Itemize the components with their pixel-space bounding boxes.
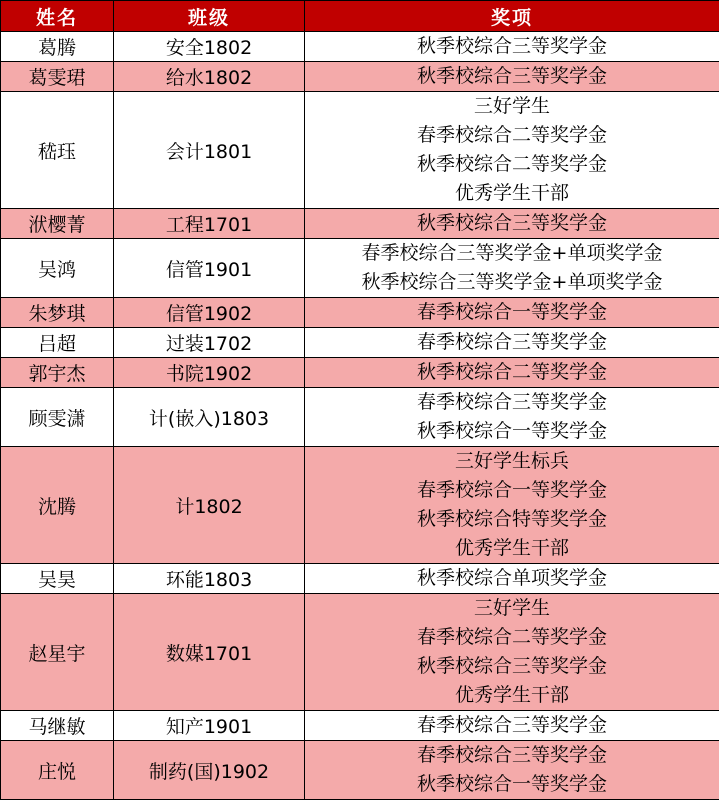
table-row [1, 564, 719, 594]
award-line: 春季校综合二等奖学金 [305, 121, 719, 150]
class-cell: 数媒1701 [114, 594, 305, 711]
header-award: 奖项 [305, 1, 719, 32]
student-name-cell: 吴鸿 [1, 239, 114, 298]
class-cell: 计(嵌入)1803 [114, 388, 305, 447]
class-cell: 会计1801 [114, 92, 305, 209]
class-cell: 给水1802 [114, 62, 305, 92]
award-line: 春季校综合一等奖学金 [305, 476, 719, 505]
award-line: 三好学生标兵 [305, 447, 719, 476]
class-cell: 书院1902 [114, 358, 305, 388]
award-line: 秋季校综合一等奖学金 [305, 770, 719, 799]
class-cell: 信管1902 [114, 298, 305, 328]
student-name-cell: 沈腾 [1, 447, 114, 564]
table-row [1, 328, 719, 358]
award-cell [305, 388, 719, 447]
award-line: 优秀学生干部 [305, 534, 719, 563]
header-class: 班级 [114, 1, 305, 32]
award-cell [305, 239, 719, 298]
award-line: 三好学生 [305, 92, 719, 121]
award-line: 秋季校综合三等奖学金 [305, 32, 719, 61]
award-line: 优秀学生干部 [305, 179, 719, 208]
student-name-cell: 顾雯潇 [1, 388, 114, 447]
header-name: 姓名 [1, 1, 114, 32]
class-cell: 过装1702 [114, 328, 305, 358]
table-row [1, 62, 719, 92]
award-cell [305, 741, 719, 800]
award-line: 春季校综合二等奖学金 [305, 623, 719, 652]
student-name-cell: 吴昊 [1, 564, 114, 594]
award-cell [305, 447, 719, 564]
student-name-cell: 葛腾 [1, 32, 114, 62]
award-line: 春季校综合三等奖学金 [305, 711, 719, 740]
award-line: 秋季校综合三等奖学金 [305, 209, 719, 238]
table-row [1, 711, 719, 741]
table-row [1, 298, 719, 328]
award-cell [305, 594, 719, 711]
table-row [1, 447, 719, 564]
award-cell [305, 564, 719, 594]
student-name-cell: 洑樱菁 [1, 209, 114, 239]
award-cell [305, 209, 719, 239]
award-line: 优秀学生干部 [305, 681, 719, 710]
class-cell: 制药(国)1902 [114, 741, 305, 800]
student-name-cell: 赵星宇 [1, 594, 114, 711]
table-row [1, 358, 719, 388]
award-cell [305, 358, 719, 388]
table-body [1, 32, 719, 800]
table-row [1, 741, 719, 800]
class-cell: 工程1701 [114, 209, 305, 239]
award-line: 秋季校综合单项奖学金 [305, 564, 719, 593]
award-line: 三好学生 [305, 594, 719, 623]
header-row [1, 1, 719, 32]
table-row [1, 594, 719, 711]
award-cell [305, 92, 719, 209]
student-name-cell: 吕超 [1, 328, 114, 358]
award-line: 秋季校综合三等奖学金 [305, 62, 719, 91]
class-cell: 计1802 [114, 447, 305, 564]
award-cell [305, 328, 719, 358]
class-cell: 信管1901 [114, 239, 305, 298]
table-row [1, 239, 719, 298]
award-line: 秋季校综合特等奖学金 [305, 505, 719, 534]
award-line: 秋季校综合二等奖学金 [305, 358, 719, 387]
class-cell: 安全1802 [114, 32, 305, 62]
award-cell [305, 62, 719, 92]
award-cell [305, 298, 719, 328]
table-row [1, 32, 719, 62]
award-line: 春季校综合三等奖学金+单项奖学金 [305, 239, 719, 268]
award-cell [305, 32, 719, 62]
award-line: 秋季校综合三等奖学金+单项奖学金 [305, 268, 719, 297]
class-cell: 环能1803 [114, 564, 305, 594]
student-name-cell: 嵇珏 [1, 92, 114, 209]
student-name-cell: 马继敏 [1, 711, 114, 741]
student-name-cell: 朱梦琪 [1, 298, 114, 328]
class-cell: 知产1901 [114, 711, 305, 741]
student-name-cell: 郭宇杰 [1, 358, 114, 388]
student-name-cell: 葛雯珺 [1, 62, 114, 92]
award-line: 秋季校综合三等奖学金 [305, 652, 719, 681]
table-row [1, 388, 719, 447]
table-row [1, 209, 719, 239]
award-line: 春季校综合三等奖学金 [305, 328, 719, 357]
award-line: 秋季校综合一等奖学金 [305, 417, 719, 446]
award-line: 春季校综合一等奖学金 [305, 298, 719, 327]
award-line: 春季校综合三等奖学金 [305, 388, 719, 417]
student-name-cell: 庄悦 [1, 741, 114, 800]
award-line: 秋季校综合二等奖学金 [305, 150, 719, 179]
table-row [1, 92, 719, 209]
award-cell [305, 711, 719, 741]
award-line: 春季校综合三等奖学金 [305, 741, 719, 770]
